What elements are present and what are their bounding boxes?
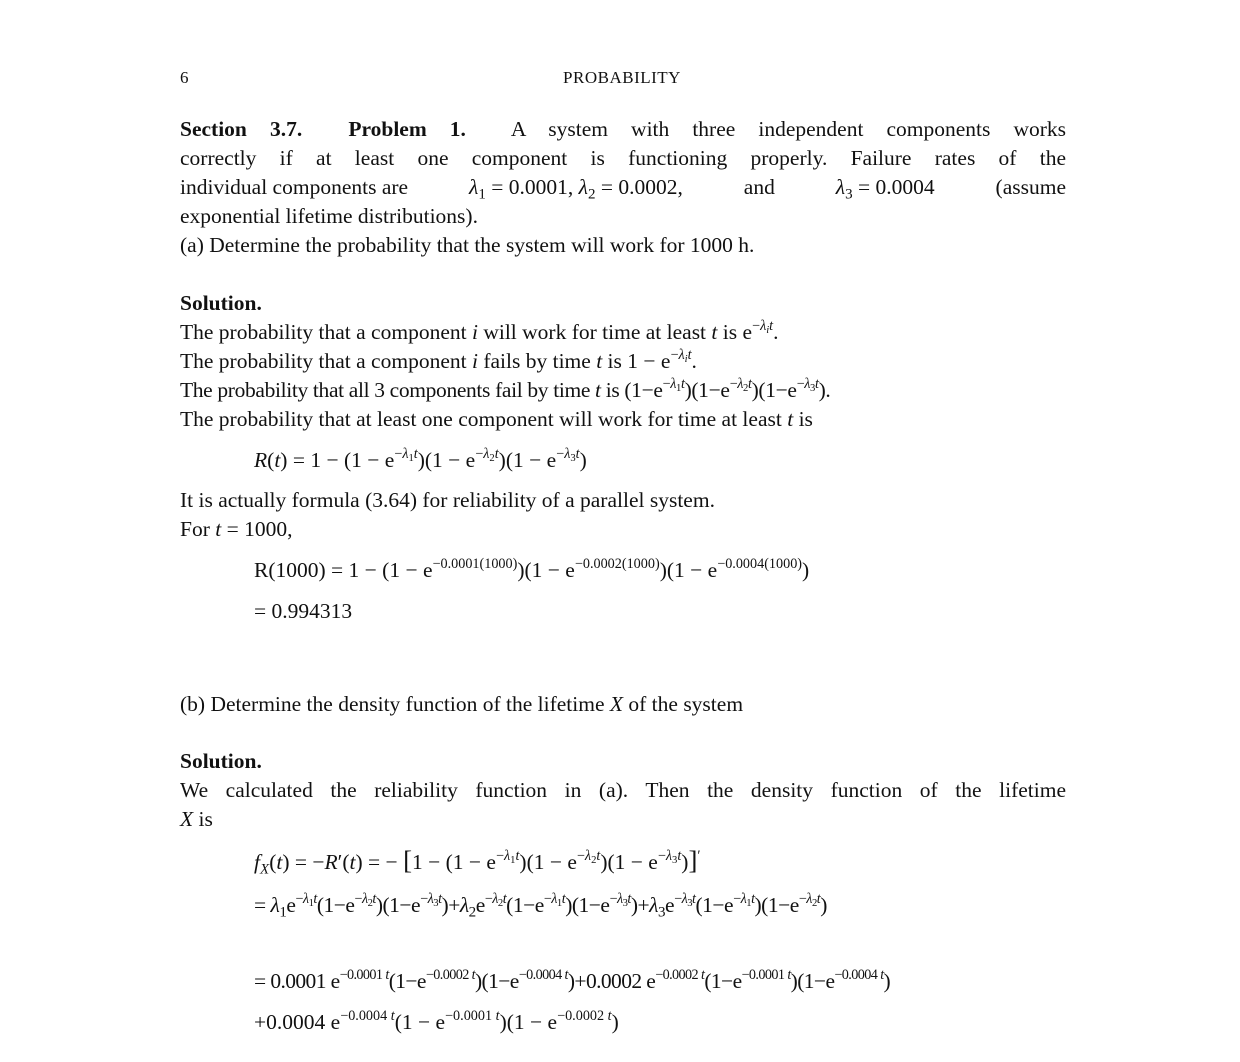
statement-text: individual components are [180,175,409,199]
density-equation-line2: = $\lambda_1e^{-\lambda_1t}(1-e^{-\lambda_2t})(1-e^{-\lambda_3t})+\lambda_2e^{-\lambda_2t}(1-e^{-\lambda_1t})(1-e^{-\lambda_3t})+\lambda_3e^{-\lambda_3t}(1-e^{-\lambda_1t})(1-e^{-\lambda_2t})$ [254,891,827,921]
problem-label: Problem 1. [348,117,466,141]
solution-b-line1: We calculated the reliability function in (a). Then the density function of the lifetime [180,778,1066,802]
page-number: 6 [180,68,189,87]
solution-a-line3: The probability that all 3 components fail by time t is $(1-e^{-\lambda_1t})(1-e^{-\lambda_2t})(1-e^{-\lambda_3t})$. [180,376,831,402]
statement-text: A system with three independent components works [510,117,1067,141]
statement-text: (assume [995,175,1066,199]
solution-b-line2: X is [180,807,213,831]
r1000-equation: $R(1000) = 1 - (1 - e^{-0.0001(1000)})(1 - e^{-0.0002(1000)})(1 - e^{-0.0004(1000)})$ [254,556,810,582]
problem-statement-line3 [180,173,1066,202]
solution-a-line1: The probability that a component i will work for time at least t is $e^{-\lambda_it}$. [180,318,779,344]
formula-reference: It is actually formula (3.64) for reliability of a parallel system. [180,488,715,512]
r1000-result: = 0.994313 [254,599,353,623]
density-equation-line3: = 0.0001 $e^{-0.0001 t}(1-e^{-0.0002 t})(1-e^{-0.0004 t})+0.0002$ $e^{-0.0002 t}(1-e^{-0.0001 t})(1-e^{-0.0004 t})$ [254,967,891,993]
reliability-equation: $R(t) = 1 - (1 - e^{-\lambda_1t})(1 - e^{-\lambda_2t})(1 - e^{-\lambda_3t})$ [254,446,587,472]
solution-a-line2: The probability that a component i fails by time t is $1 - e^{-\lambda_it}$. [180,347,697,373]
density-equation-line4: +0.0004 $e^{-0.0004 t}(1 - e^{-0.0001 t})(1 - e^{-0.0002 t})$ [254,1008,619,1034]
lambda1-equation: $\lambda_1 = 0.0001$, $\lambda_2 = 0.0002$, [469,175,683,203]
problem-statement-line4: exponential lifetime distributions). [180,204,478,228]
part-a-question: (a) Determine the probability that the system will work for 1000 h. [180,233,755,257]
solution-a-line4: The probability that at least one component will work for time at least t is [180,407,813,431]
problem-statement-line2: correctly if at least one component is functioning properly. Failure rates of the [180,146,1066,170]
lambda3-equation: $\lambda_3 = 0.0004$ [835,175,935,203]
solution-a-heading: Solution. [180,291,262,315]
section-label: Section 3.7. [180,117,303,141]
for-t-line: For t = 1000, [180,517,293,541]
part-b-question: (b) Determine the density function of the lifetime X of the system [180,692,744,716]
problem-statement-line1 [180,115,1066,144]
density-equation-line1: $f_X(t) = -R'(t)$ = − $[1 - (1 - e^{-\lambda_1t})(1 - e^{-\lambda_2t})(1 - e^{-\lambda_3t})]'$ [254,845,701,878]
running-title: PROBABILITY [563,68,681,87]
statement-text: and [743,175,775,199]
solution-b-heading: Solution. [180,749,262,773]
